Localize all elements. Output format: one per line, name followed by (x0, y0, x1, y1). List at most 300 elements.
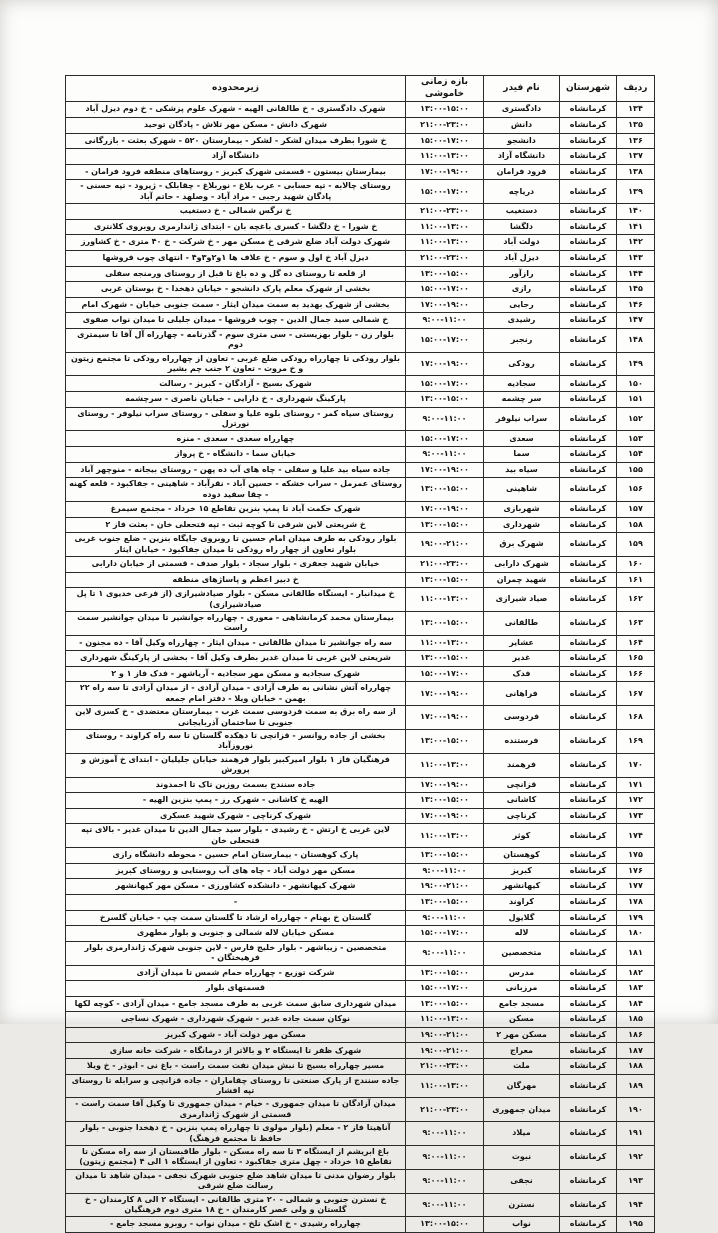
cell-row-number: ۱۶۰ (617, 556, 655, 572)
cell-county: کرمانشاه (560, 282, 617, 298)
cell-row-number: ۱۴۳ (617, 250, 655, 266)
cell-row-number: ۱۵۵ (617, 462, 655, 478)
cell-county: کرمانشاه (560, 447, 617, 463)
cell-county: کرمانشاه (560, 1043, 617, 1059)
cell-county: کرمانشاه (560, 556, 617, 572)
cell-outage-time: ۱۵:۰۰-۱۷:۰۰ (406, 282, 484, 298)
cell-sub-area: شهرک دولت آباد ضلع شرقی خ مسکن مهر - خ شرکت - خ ۴۰ متری - خ کشاورز (66, 235, 406, 251)
cell-sub-area: سه راه جوانشیر تا میدان طالقانی - میدان ایثار - چهارراه وکیل آقا - ده مجنون - (66, 635, 406, 651)
cell-row-number: ۱۷۷ (617, 879, 655, 895)
cell-outage-time: ۱۵:۰۰-۱۷:۰۰ (406, 431, 484, 447)
cell-sub-area: از سه راه برق به سمت فردوسی سمت غرب - بیمارستان معتضدی - خ کسری لاین جنوبی تا ساختمان آذربایجانی (66, 706, 406, 730)
cell-row-number: ۱۴۹ (617, 352, 655, 376)
cell-county: کرمانشاه (560, 965, 617, 981)
cell-row-number: ۱۴۲ (617, 235, 655, 251)
cell-row-number: ۱۸۴ (617, 996, 655, 1012)
cell-feeder-name: فرود فرامان (484, 164, 560, 180)
cell-county: کرمانشاه (560, 501, 617, 517)
table-row (66, 447, 655, 463)
cell-outage-time: ۱۱:۰۰-۱۳:۰۰ (406, 149, 484, 165)
cell-row-number: ۱۶۳ (617, 611, 655, 635)
cell-outage-time: ۱۱:۰۰-۱۳:۰۰ (406, 824, 484, 848)
cell-county: کرمانشاه (560, 981, 617, 997)
cell-outage-time: ۱۷:۰۰-۱۹:۰۰ (406, 462, 484, 478)
table-row (66, 219, 655, 235)
table-row (66, 635, 655, 651)
cell-feeder-name: دانشجو (484, 133, 560, 149)
cell-feeder-name: فردوسی (484, 706, 560, 730)
table-row (66, 1098, 655, 1122)
cell-county: کرمانشاه (560, 180, 617, 204)
cell-county: کرمانشاه (560, 102, 617, 118)
table-row (66, 824, 655, 848)
table-row (66, 1217, 655, 1233)
cell-outage-time: ۹:۰۰-۱۱:۰۰ (406, 1146, 484, 1170)
table-row (66, 266, 655, 282)
cell-row-number: ۱۴۱ (617, 219, 655, 235)
table-row (66, 1122, 655, 1146)
cell-outage-time: ۱۳:۰۰-۱۵:۰۰ (406, 894, 484, 910)
cell-feeder-name: دلگشا (484, 219, 560, 235)
table-row (66, 777, 655, 793)
cell-row-number: ۱۶۴ (617, 635, 655, 651)
cell-county: کرمانشاه (560, 164, 617, 180)
cell-county: کرمانشاه (560, 1074, 617, 1098)
table-row (66, 1043, 655, 1059)
cell-outage-time: ۱۹:۰۰-۲۱:۰۰ (406, 533, 484, 557)
cell-sub-area: چهارراه رشیدی - خ اشک تلخ - میدان نواب - روبرو مسجد جامع - (66, 1217, 406, 1233)
cell-feeder-name: قزانچی (484, 777, 560, 793)
table-row (66, 1012, 655, 1028)
cell-row-number: ۱۶۶ (617, 666, 655, 682)
table-row (66, 879, 655, 895)
cell-row-number: ۱۷۴ (617, 824, 655, 848)
table-row (66, 1027, 655, 1043)
table-row (66, 941, 655, 965)
cell-county: کرمانشاه (560, 894, 617, 910)
cell-county: کرمانشاه (560, 376, 617, 392)
cell-outage-time: ۱۵:۰۰-۱۷:۰۰ (406, 666, 484, 682)
cell-outage-time: ۱۷:۰۰-۱۹:۰۰ (406, 682, 484, 706)
cell-feeder-name: فراهانی (484, 682, 560, 706)
cell-outage-time: ۱۷:۰۰-۱۹:۰۰ (406, 808, 484, 824)
cell-feeder-name: دانشگاه آزاد (484, 149, 560, 165)
cell-row-number: ۱۹۵ (617, 1217, 655, 1233)
cell-outage-time: ۱۳:۰۰-۱۵:۰۰ (406, 611, 484, 635)
cell-sub-area: مسکن مهر دولت آباد - چاه های آب روستایی و روستای کبریز (66, 863, 406, 879)
cell-sub-area: روستای سیاه کمر - روستای بلوه علیا و سفلی - روستای سراب نیلوفر - روستای نورترل (66, 407, 406, 431)
cell-outage-time: ۹:۰۰-۱۱:۰۰ (406, 447, 484, 463)
cell-county: کرمانشاه (560, 407, 617, 431)
table-row (66, 848, 655, 864)
header-feeder-name: نام فیدر (484, 76, 560, 102)
cell-county: کرمانشاه (560, 848, 617, 864)
cell-sub-area: شهرک دانش - مسکن مهر تلاش - پادگان توحید (66, 117, 406, 133)
cell-sub-area: روستای عمرمل - سراب خشکه - حسین آباد - نقرآباد - شاهینی - جفاکبود - قلعه کهنه - چقا سفید دوده (66, 478, 406, 502)
table-row (66, 133, 655, 149)
cell-sub-area: شهرک دادگستری - خ طالقانی الهیه - شهرک علوم پزشکی - خ دوم دیزل آباد (66, 102, 406, 118)
cell-sub-area: خ شورا بطرف میدان لشکر - لشکر - بیمارستان ۵۲۰ - شهرک بعثت - بازرگانی (66, 133, 406, 149)
cell-outage-time: ۱۳:۰۰-۱۵:۰۰ (406, 478, 484, 502)
cell-row-number: ۱۹۲ (617, 1146, 655, 1170)
cell-feeder-name: سما (484, 447, 560, 463)
table-row (66, 808, 655, 824)
cell-sub-area: شهرک ظفر تا ایستگاه ۲ و بالاتر از درمانگاه - شرکت خانه سازی (66, 1043, 406, 1059)
table-row (66, 501, 655, 517)
table-row (66, 706, 655, 730)
cell-county: کرمانشاه (560, 219, 617, 235)
cell-sub-area: لاین غربی خ ارتش - خ رشیدی - بلوار سید جمال الدین تا میدان غدیر - بالای تپه فتحعلی خان (66, 824, 406, 848)
cell-feeder-name: دانش (484, 117, 560, 133)
cell-county: کرمانشاه (560, 392, 617, 408)
header-row-number: ردیف (617, 76, 655, 102)
cell-sub-area: پارکینگ شهرداری - خ دارایی - خیابان ناصری - سرچشمه (66, 392, 406, 408)
table-row (66, 297, 655, 313)
cell-county: کرمانشاه (560, 431, 617, 447)
cell-county: کرمانشاه (560, 682, 617, 706)
cell-sub-area: دانشگاه آزاد (66, 149, 406, 165)
cell-outage-time: ۲۱:۰۰-۲۳:۰۰ (406, 556, 484, 572)
cell-outage-time: ۱۳:۰۰-۱۵:۰۰ (406, 848, 484, 864)
cell-feeder-name: دولت آباد (484, 235, 560, 251)
cell-row-number: ۱۴۰ (617, 204, 655, 220)
cell-feeder-name: کاشانی (484, 793, 560, 809)
header-outage-time: بازه زمانی خاموشی (406, 76, 484, 102)
cell-feeder-name: شهرک دارابی (484, 556, 560, 572)
cell-outage-time: ۱۳:۰۰-۱۵:۰۰ (406, 793, 484, 809)
table-row (66, 328, 655, 352)
cell-county: کرمانشاه (560, 996, 617, 1012)
cell-sub-area: روستای چالابه - تپه حسابی - عرب بلاغ - نوربلاغ - چقابلک - ژیرود - تپه حسنی - پادگان شهید رجبی - مراد آباد - وصلهد - حاتم آباد (66, 180, 406, 204)
cell-row-number: ۱۷۵ (617, 848, 655, 864)
table-row (66, 392, 655, 408)
cell-sub-area: شهرک بسیج - آزادگان - کبریز - رسالت (66, 376, 406, 392)
cell-feeder-name: کرناچی (484, 808, 560, 824)
cell-feeder-name: رنجبر (484, 328, 560, 352)
cell-feeder-name: نجفی (484, 1169, 560, 1193)
table-row (66, 533, 655, 557)
cell-outage-time: ۱۷:۰۰-۱۹:۰۰ (406, 501, 484, 517)
cell-feeder-name: کبریز (484, 863, 560, 879)
cell-feeder-name: طالقانی (484, 611, 560, 635)
cell-row-number: ۱۹۴ (617, 1193, 655, 1217)
cell-outage-time: ۱۳:۰۰-۱۵:۰۰ (406, 102, 484, 118)
cell-outage-time: ۱۷:۰۰-۱۹:۰۰ (406, 706, 484, 730)
cell-sub-area: الهیه خ کاشانی - شهرک رز - پمپ بنزین الهیه - (66, 793, 406, 809)
cell-outage-time: ۱۱:۰۰-۱۳:۰۰ (406, 635, 484, 651)
cell-sub-area: مسکن خیابان لاله شمالی و جنوبی و بلوار مطهری (66, 926, 406, 942)
cell-feeder-name: کوثر (484, 824, 560, 848)
cell-row-number: ۱۶۵ (617, 651, 655, 667)
cell-outage-time: ۱۳:۰۰-۱۵:۰۰ (406, 266, 484, 282)
cell-feeder-name: غدیر (484, 651, 560, 667)
outage-schedule-table (65, 75, 655, 1233)
cell-sub-area: میدان آزادگان تا میدان جمهوری - خیام - میدان جمهوری تا وکیل آقا سمت راست - قسمتی از شهرک ژاندارمری (66, 1098, 406, 1122)
cell-county: کرمانشاه (560, 1027, 617, 1043)
cell-sub-area: باغ ابریشم از ایستگاه ۳ تا سه راه مسکن - بلوار طاقبستان از سه راه مسکن تا تقاطع ۱۵ خرداد - چهل متری جفاکبود - تعاون از ایستگاه ۱ الی ۴ (مجتمع زیتون) (66, 1146, 406, 1170)
cell-row-number: ۱۳۷ (617, 149, 655, 165)
cell-sub-area: قسمتهای بلوار (66, 981, 406, 997)
cell-row-number: ۱۸۰ (617, 926, 655, 942)
cell-sub-area: خ نسترن جنوبی و شمالی - ۲۰ متری طالقانی - ایستگاه ۲ الی ۸ کارمندان - خ گلستان و ولی عصر کارمندان - خ ۱۸ متری دوم فرهنگیان (66, 1193, 406, 1217)
cell-row-number: ۱۶۱ (617, 572, 655, 588)
cell-row-number: ۱۶۲ (617, 588, 655, 612)
cell-sub-area: چهارراه آتش نشانی به طرف آزادی - میدان آزادی - از میدان آزادی تا سه راه ۲۲ بهمن - خیابان ویلا - دفتر امام جمعه (66, 682, 406, 706)
table-row (66, 894, 655, 910)
table-row (66, 313, 655, 329)
cell-row-number: ۱۸۳ (617, 981, 655, 997)
cell-feeder-name: مدرس (484, 965, 560, 981)
header-sub-area: زیرمحدوده (66, 76, 406, 102)
cell-row-number: ۱۳۶ (617, 133, 655, 149)
cell-county: کرمانشاه (560, 328, 617, 352)
cell-county: کرمانشاه (560, 517, 617, 533)
cell-feeder-name: کوهستان (484, 848, 560, 864)
cell-sub-area: خ شمالی سید جمال الدین - چوب فروشها - میدان جلیلی تا میدان نواب صفوی (66, 313, 406, 329)
cell-sub-area: چهارراه سعدی - سعدی - منزه (66, 431, 406, 447)
cell-row-number: ۱۵۷ (617, 501, 655, 517)
cell-row-number: ۱۷۸ (617, 894, 655, 910)
cell-outage-time: ۹:۰۰-۱۱:۰۰ (406, 1122, 484, 1146)
table-row (66, 102, 655, 118)
cell-outage-time: ۱۱:۰۰-۱۳:۰۰ (406, 1074, 484, 1098)
cell-sub-area: خ نرگس شمالی - خ دستغیب (66, 204, 406, 220)
cell-row-number: ۱۵۶ (617, 478, 655, 502)
cell-feeder-name: شهرک برق (484, 533, 560, 557)
cell-sub-area: بلوار رودکی تا چهارراه رودکی ضلع غربی - تعاون از چهارراه رودکی تا مجتمع زیتون و خ مروت - تعاون ۲ جنب چم بشیر (66, 352, 406, 376)
cell-outage-time: ۲۱:۰۰-۲۳:۰۰ (406, 1059, 484, 1075)
table-row (66, 1059, 655, 1075)
cell-sub-area: شهرک سجادیه و مسکن مهر سجادیه - آریاشهر - فدک فاز ۱ و ۲ (66, 666, 406, 682)
cell-county: کرمانشاه (560, 352, 617, 376)
cell-feeder-name: فدک (484, 666, 560, 682)
cell-sub-area: بیمارستان محمد کرمانشاهی - معوری - چهارراه جوانشیر تا میدان جوانشیر سمت راست (66, 611, 406, 635)
table-row (66, 376, 655, 392)
cell-row-number: ۱۵۰ (617, 376, 655, 392)
cell-sub-area: شهرک کیهانشهر - دانشکده کشاورزی - مسکن مهر کیهانشهر (66, 879, 406, 895)
cell-feeder-name: مسجد جامع (484, 996, 560, 1012)
cell-outage-time: ۲۱:۰۰-۲۳:۰۰ (406, 1098, 484, 1122)
cell-row-number: ۱۷۱ (617, 777, 655, 793)
cell-feeder-name: شهربازی (484, 501, 560, 517)
cell-feeder-name: رودکی (484, 352, 560, 376)
cell-county: کرمانشاه (560, 941, 617, 965)
cell-feeder-name: میلاد (484, 1122, 560, 1146)
table-row (66, 352, 655, 376)
cell-sub-area: بخشی از شهرک معلم پارک دانشجو - خیابان دهخدا - خ بوستان غربی (66, 282, 406, 298)
cell-outage-time: ۱۱:۰۰-۱۳:۰۰ (406, 1012, 484, 1028)
cell-outage-time: ۱۵:۰۰-۱۷:۰۰ (406, 328, 484, 352)
cell-sub-area: آناهیتا فاز ۲ - معلم (بلوار مولوی تا چهارراه پمپ بنزین - خ دهخدا جنوبی - بلوار حافظ تا مجتمع فرهنگ) (66, 1122, 406, 1146)
cell-sub-area: شهرک کرناچی - شهرک شهید عسکری (66, 808, 406, 824)
cell-row-number: ۱۹۳ (617, 1169, 655, 1193)
cell-outage-time: ۱۵:۰۰-۱۷:۰۰ (406, 376, 484, 392)
cell-outage-time: ۱۳:۰۰-۱۵:۰۰ (406, 517, 484, 533)
cell-row-number: ۱۳۴ (617, 102, 655, 118)
cell-feeder-name: متخصصین (484, 941, 560, 965)
cell-county: کرمانشاه (560, 1012, 617, 1028)
cell-county: کرمانشاه (560, 793, 617, 809)
cell-feeder-name: مسکن (484, 1012, 560, 1028)
table-row (66, 753, 655, 777)
cell-row-number: ۱۷۰ (617, 753, 655, 777)
cell-outage-time: ۱۳:۰۰-۱۵:۰۰ (406, 1217, 484, 1233)
cell-sub-area: از قلعه تا روستای ده گل و ده باغ تا قبل از روستای ورمنجه سفلی (66, 266, 406, 282)
cell-outage-time: ۱۹:۰۰-۲۱:۰۰ (406, 879, 484, 895)
table-row (66, 462, 655, 478)
cell-feeder-name: دادگستری (484, 102, 560, 118)
table-row (66, 235, 655, 251)
table-row (66, 1193, 655, 1217)
table-row (66, 611, 655, 635)
cell-outage-time: ۹:۰۰-۱۱:۰۰ (406, 1193, 484, 1217)
cell-row-number: ۱۸۶ (617, 1027, 655, 1043)
cell-sub-area: نوکان سمت جاده غدیر - شهرک شهرداری - شهرک نساجی (66, 1012, 406, 1028)
cell-outage-time: ۹:۰۰-۱۱:۰۰ (406, 407, 484, 431)
cell-row-number: ۱۵۱ (617, 392, 655, 408)
cell-row-number: ۱۴۸ (617, 328, 655, 352)
table-row (66, 588, 655, 612)
table-row (66, 863, 655, 879)
cell-feeder-name: مهرگان (484, 1074, 560, 1098)
cell-outage-time: ۱۵:۰۰-۱۷:۰۰ (406, 133, 484, 149)
cell-county: کرمانشاه (560, 611, 617, 635)
cell-row-number: ۱۵۴ (617, 447, 655, 463)
cell-row-number: ۱۷۶ (617, 863, 655, 879)
cell-county: کرمانشاه (560, 1193, 617, 1217)
cell-row-number: ۱۴۶ (617, 297, 655, 313)
cell-row-number: ۱۵۳ (617, 431, 655, 447)
cell-outage-time: ۱۱:۰۰-۱۳:۰۰ (406, 588, 484, 612)
cell-feeder-name: کیهانشهر (484, 879, 560, 895)
cell-county: کرمانشاه (560, 133, 617, 149)
cell-row-number: ۱۸۵ (617, 1012, 655, 1028)
cell-row-number: ۱۷۳ (617, 808, 655, 824)
cell-feeder-name: لاله (484, 926, 560, 942)
cell-sub-area: بلوار زن - بلوار بهزیستی - سی متری سوم - گذرنامه - چهارراه آل آقا تا سیمتری دوم (66, 328, 406, 352)
table-row (66, 478, 655, 502)
table-row (66, 666, 655, 682)
table-row (66, 910, 655, 926)
cell-sub-area: پارک کوهستان - بیمارستان امام حسین - محوطه دانشگاه رازی (66, 848, 406, 864)
cell-sub-area: مسکن مهر دولت آباد - شهرک کبریز (66, 1027, 406, 1043)
schedule-sheet (65, 75, 655, 1233)
cell-county: کرمانشاه (560, 863, 617, 879)
table-row (66, 1169, 655, 1193)
cell-feeder-name: دریاچه (484, 180, 560, 204)
cell-feeder-name: نواب (484, 1217, 560, 1233)
cell-county: کرمانشاه (560, 1059, 617, 1075)
cell-feeder-name: رازآور (484, 266, 560, 282)
cell-outage-time: ۱۳:۰۰-۱۵:۰۰ (406, 572, 484, 588)
cell-feeder-name: شهید چمران (484, 572, 560, 588)
cell-row-number: ۱۷۲ (617, 793, 655, 809)
cell-county: کرمانشاه (560, 1217, 617, 1233)
cell-feeder-name: فرهمند (484, 753, 560, 777)
cell-county: کرمانشاه (560, 706, 617, 730)
cell-county: کرمانشاه (560, 635, 617, 651)
cell-sub-area: شرکت توزیع - چهارراه حمام شمس تا میدان آزادی (66, 965, 406, 981)
cell-feeder-name: نبوت (484, 1146, 560, 1170)
cell-feeder-name: سراب نیلوفر (484, 407, 560, 431)
cell-sub-area: خیابان شهید جعفری - بلوار سجاد - بلوار صدف - قسمتی از خیابان دارابی (66, 556, 406, 572)
cell-outage-time: ۹:۰۰-۱۱:۰۰ (406, 313, 484, 329)
cell-feeder-name: شاهینی (484, 478, 560, 502)
cell-outage-time: ۱۵:۰۰-۱۷:۰۰ (406, 981, 484, 997)
cell-county: کرمانشاه (560, 1169, 617, 1193)
cell-outage-time: ۱۱:۰۰-۱۳:۰۰ (406, 753, 484, 777)
cell-sub-area: بیمارستان بیستون - قسمتی شهرک کبریز - روستاهای منطقه فرود فرامان - (66, 164, 406, 180)
cell-outage-time: ۹:۰۰-۱۱:۰۰ (406, 941, 484, 965)
table-row (66, 1146, 655, 1170)
cell-sub-area: جاده سنندج از پارک صنعتی تا روستای چقاماران - جاده قزانچی و سرابله تا روستای تپه افشار (66, 1074, 406, 1098)
cell-sub-area: خ شریعتی لاین شرقی تا کوچه ثبت - تپه فتحعلی خان - بعثت فاز ۲ (66, 517, 406, 533)
table-row (66, 793, 655, 809)
cell-row-number: ۱۵۸ (617, 517, 655, 533)
cell-sub-area: گلستان خ بهنام - چهارراه ارشاد تا گلستان سمت چپ - خیابان گلسرخ (66, 910, 406, 926)
cell-sub-area: متخصصین - زیباشهر - بلوار خلیج فارس - لاین جنوبی شهرک ژاندارمری بلوار فرهیختگان - (66, 941, 406, 965)
cell-feeder-name: گلایول (484, 910, 560, 926)
cell-outage-time: ۹:۰۰-۱۱:۰۰ (406, 863, 484, 879)
cell-county: کرمانشاه (560, 651, 617, 667)
cell-sub-area: بخشی از جاده روانسر - قزانچی تا دهکده گلستان تا سه راه کراوند - روستای نوروزآباد (66, 730, 406, 754)
table-row (66, 1074, 655, 1098)
table-row (66, 981, 655, 997)
cell-county: کرمانشاه (560, 1146, 617, 1170)
cell-row-number: ۱۸۷ (617, 1043, 655, 1059)
cell-sub-area: میدان شهرداری سابق سمت غربی به طرف مسجد جامع - میدان آزادی - کوچه لکها (66, 996, 406, 1012)
cell-county: کرمانشاه (560, 266, 617, 282)
cell-sub-area: فرهنگیان فاز ۱ بلوار امیرکبیر بلوار فرهمند خیابان جلیلیان - ابتدای خ آموزش و پرورش (66, 753, 406, 777)
cell-county: کرمانشاه (560, 824, 617, 848)
cell-sub-area: خ دبیر اعظم و پاساژهای منطقه (66, 572, 406, 588)
cell-feeder-name: مرزبانی (484, 981, 560, 997)
cell-feeder-name: دستغیب (484, 204, 560, 220)
cell-sub-area: خ میدانبار - ایستگاه طالقانی مسکن - بلوار صیادشیرازی (از فرعی خدیوی ۱ تا پل صیادشیرازی) (66, 588, 406, 612)
table-row (66, 926, 655, 942)
cell-sub-area: دیزل آباد خ اول و سوم - خ علاف ها ۱و۲و۳و۴ - انتهای چوب فروشها (66, 250, 406, 266)
table-row (66, 730, 655, 754)
cell-outage-time: ۱۳:۰۰-۱۵:۰۰ (406, 651, 484, 667)
cell-county: کرمانشاه (560, 250, 617, 266)
cell-row-number: ۱۶۸ (617, 706, 655, 730)
cell-feeder-name: سیاه بید (484, 462, 560, 478)
cell-feeder-name: عشایر (484, 635, 560, 651)
cell-county: کرمانشاه (560, 297, 617, 313)
cell-outage-time: ۱۷:۰۰-۱۹:۰۰ (406, 164, 484, 180)
cell-county: کرمانشاه (560, 204, 617, 220)
table-row (66, 282, 655, 298)
cell-outage-time: ۹:۰۰-۱۱:۰۰ (406, 1169, 484, 1193)
cell-row-number: ۱۵۹ (617, 533, 655, 557)
table-row (66, 149, 655, 165)
cell-county: کرمانشاه (560, 478, 617, 502)
cell-county: کرمانشاه (560, 588, 617, 612)
cell-feeder-name: نسترن (484, 1193, 560, 1217)
cell-county: کرمانشاه (560, 808, 617, 824)
cell-outage-time: ۱۷:۰۰-۱۹:۰۰ (406, 297, 484, 313)
table-header-row (66, 76, 655, 102)
cell-outage-time: ۲۱:۰۰-۲۳:۰۰ (406, 117, 484, 133)
cell-sub-area: بخشی از شهرک بهدید به سمت میدان ایثار - سمت جنوبی خیابان - شهرک امام (66, 297, 406, 313)
cell-outage-time: ۱۱:۰۰-۱۳:۰۰ (406, 219, 484, 235)
cell-row-number: ۱۵۲ (617, 407, 655, 431)
cell-feeder-name: معراج (484, 1043, 560, 1059)
cell-county: کرمانشاه (560, 462, 617, 478)
cell-outage-time: ۱۷:۰۰-۱۹:۰۰ (406, 352, 484, 376)
cell-feeder-name: شهرداری (484, 517, 560, 533)
cell-row-number: ۱۳۵ (617, 117, 655, 133)
